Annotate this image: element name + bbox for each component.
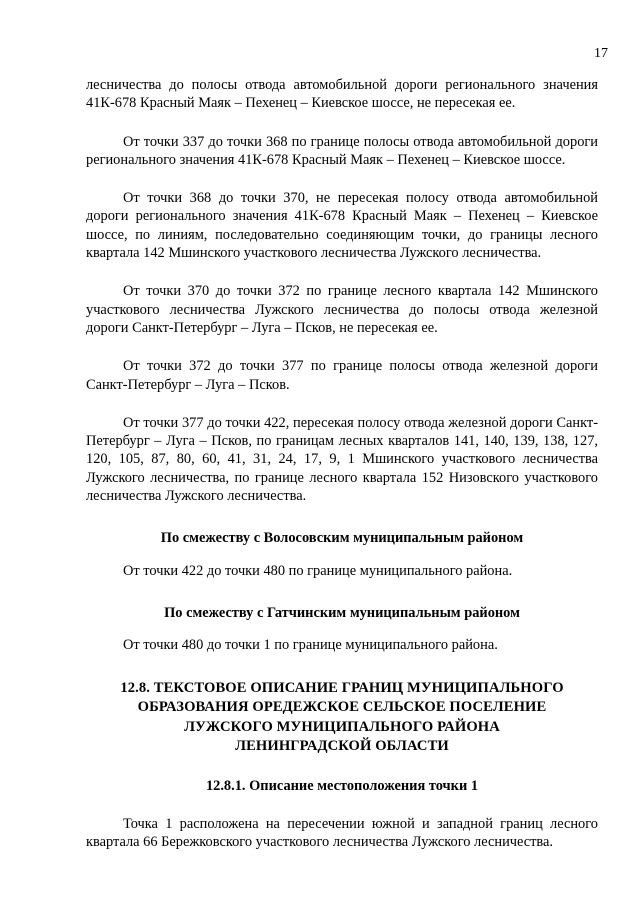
paragraph-370-372: От точки 370 до точки 372 по границе лесного квартала 142 Мшинского участкового лесничества Лужского лесничества до полосы отвода железной дороги Санкт-Петербург – Луга – Псков, не пересекая ее. <box>86 283 598 336</box>
paragraph-372-377: От точки 372 до точки 377 по границе полосы отвода железной дороги Санкт-Петербург – Луга – Псков. <box>86 358 598 393</box>
paragraph-368-370: От точки 368 до точки 370, не пересекая полосу отвода автомобильной дороги регионального значения 41К-678 Красный Маяк – Пехенец – Киевское шоссе, по линиям, последовательно соединяющим точки, до границы лесного квартала 142 Мшинского участкового лесничества Лужского лесничества. <box>86 190 598 262</box>
section-title-line-2: ОБРАЗОВАНИЯ ОРЕДЕЖСКОЕ СЕЛЬСКОЕ ПОСЕЛЕНИЕ <box>137 699 547 716</box>
gatchina-text: От точки 480 до точки 1 по границе муниципального района. <box>123 637 498 654</box>
gatchina-heading: По смежеству с Гатчинским муниципальным районом <box>164 604 520 621</box>
point-1-description: Точка 1 расположена на пересечении южной и западной границ лесного квартала 66 Бережковского участкового лесничества Лужского лесничества. <box>86 815 598 851</box>
volosovo-text: От точки 422 до точки 480 по границе муниципального района. <box>123 562 513 579</box>
section-title-line-1: 12.8. ТЕКСТОВОЕ ОПИСАНИЕ ГРАНИЦ МУНИЦИПАЛЬНОГО <box>120 679 564 696</box>
section-title <box>86 679 598 757</box>
section-title-line-3: ЛУЖСКОГО МУНИЦИПАЛЬНОГО РАЙОНА <box>184 718 500 735</box>
paragraph-continuation: лесничества до полосы отвода автомобильной дороги регионального значения 41К-678 Красный Маяк – Пехенец – Киевское шоссе, не пересекая ее. <box>86 77 598 112</box>
paragraph-337-368: От точки 337 до точки 368 по границе полосы отвода автомобильной дороги регионального значения 41К-678 Красный Маяк – Пехенец – Киевское шоссе. <box>86 133 598 168</box>
document-body <box>86 76 598 851</box>
section-title-line-4: ЛЕНИНГРАДСКОЙ ОБЛАСТИ <box>235 738 449 755</box>
page-number: 17 <box>594 46 608 61</box>
paragraph-377-422: От точки 377 до точки 422, пересекая полосу отвода железной дороги Санкт-Петербург – Луга – Псков, по границам лесных кварталов 141, 140, 139, 138, 127, 120, 105, 87, 80, 60, 41, 31, 24, 17, 9, 1 Мшинского участкового лесничества Лужского лесничества, по границе лесного квартала 152 Низовского участкового лесничества Лужского лесничества. <box>86 414 598 505</box>
volosovo-heading: По смежеству с Волосовским муниципальным районом <box>160 530 524 547</box>
subsection-heading: 12.8.1. Описание местоположения точки 1 <box>205 777 479 794</box>
